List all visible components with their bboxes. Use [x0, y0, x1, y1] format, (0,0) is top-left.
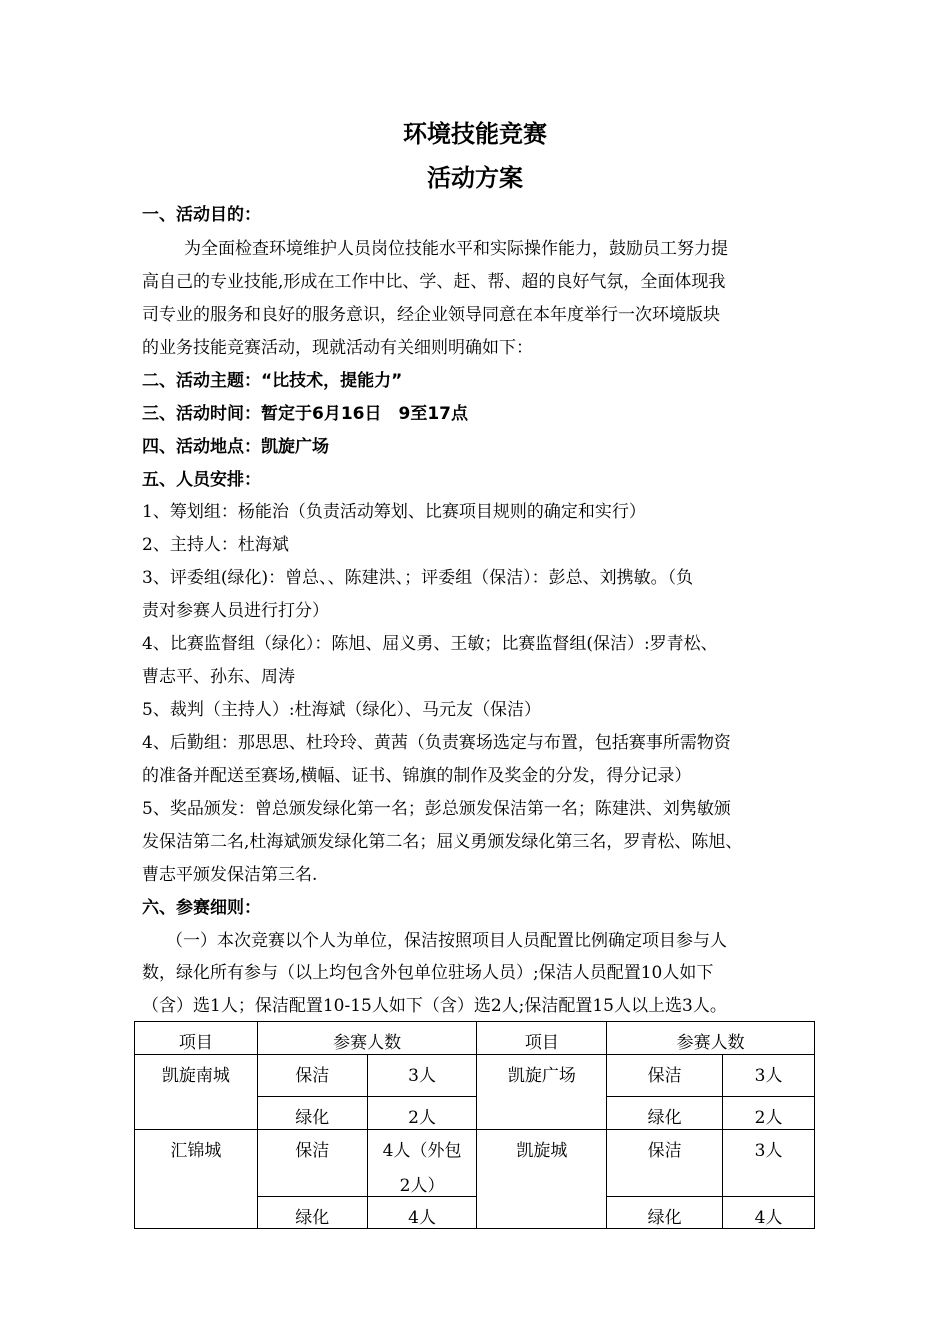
paragraph-line: 1、筹划组：杨能治（负责活动筹划、比赛项目规则的确定和实行） — [142, 502, 646, 522]
section-heading: 四、活动地点：凯旋广场 — [142, 437, 329, 457]
table-cell-count: 2人 — [723, 1097, 815, 1130]
table-cell-type: 绿化 — [257, 1197, 367, 1229]
paragraph-line: 责对参赛人员进行打分） — [142, 601, 329, 621]
table-cell-count: 3人 — [723, 1130, 815, 1197]
table-header-row — [135, 1022, 815, 1055]
section-heading: 一、活动目的： — [142, 205, 261, 225]
table-cell-type: 保洁 — [607, 1055, 723, 1097]
paragraph-line: 的准备并配送至赛场,横幅、证书、锦旗的制作及奖金的分发，得分记录） — [142, 766, 692, 786]
table-header-cell: 参赛人数 — [257, 1022, 477, 1055]
participant-table — [134, 1021, 815, 1229]
section-heading: 五、人员安排： — [142, 470, 261, 490]
table-header-cell: 项目 — [135, 1022, 258, 1055]
paragraph-line: 4、比赛监督组（绿化）：陈旭、屈义勇、王敏；比赛监督组(保洁）:罗青松、 — [142, 634, 718, 654]
paragraph-line: 曹志平、孙东、周涛 — [142, 667, 295, 687]
paragraph-line: （一）本次竞赛以个人为单位，保洁按照项目人员配置比例确定项目参与人 — [166, 931, 727, 951]
paragraph-line: 曹志平颁发保洁第三名. — [142, 865, 318, 885]
document-subtitle: 活动方案 — [427, 164, 523, 192]
table-cell-type: 保洁 — [257, 1055, 367, 1097]
paragraph-line: 高自己的专业技能,形成在工作中比、学、赶、帮、超的良好气氛，全面体现我 — [142, 272, 726, 292]
table-header-cell: 项目 — [477, 1022, 607, 1055]
count-line: 2人） — [399, 1176, 445, 1196]
table-cell-count: 2人 — [367, 1097, 477, 1130]
table-cell-count: 3人 — [723, 1055, 815, 1097]
paragraph-line: 2、主持人：杜海斌 — [142, 535, 289, 555]
paragraph-line: 为全面检查环境维护人员岗位技能水平和实际操作能力，鼓励员工努力提 — [184, 239, 728, 259]
section-heading: 六、参赛细则： — [142, 898, 261, 918]
table-cell-project: 汇锦城 — [135, 1130, 258, 1229]
paragraph-line: 司专业的服务和良好的服务意识，经企业领导同意在本年度举行一次环境版块 — [142, 305, 720, 325]
table-cell-project: 凯旋城 — [477, 1130, 607, 1229]
table-cell-type: 保洁 — [257, 1130, 367, 1197]
table-cell-type: 保洁 — [607, 1130, 723, 1197]
paragraph-line: 3、评委组(绿化)：曾总、、陈建洪、；评委组（保洁）：彭总、刘携敏。（负 — [142, 568, 694, 588]
table-cell-type: 绿化 — [257, 1097, 367, 1130]
table-cell-count — [367, 1130, 477, 1197]
table-header-cell: 参赛人数 — [607, 1022, 815, 1055]
paragraph-line: 5、裁判（主持人）:杜海斌（绿化）、马元友（保洁） — [142, 700, 542, 720]
table-cell-project: 凯旋广场 — [477, 1055, 607, 1130]
table-cell-type: 绿化 — [607, 1197, 723, 1229]
table-cell-count: 3人 — [367, 1055, 477, 1097]
table-row — [135, 1130, 815, 1197]
paragraph-line: 的业务技能竞赛活动，现就活动有关细则明确如下： — [142, 338, 533, 358]
section-heading: 三、活动时间：暂定于6月16日 9至17点 — [142, 404, 468, 424]
document-title: 环境技能竞赛 — [403, 120, 547, 148]
table-row — [135, 1055, 815, 1097]
table-cell-project: 凯旋南城 — [135, 1055, 258, 1130]
paragraph-line: 5、奖品颁发：曾总颁发绿化第一名；彭总颁发保洁第一名；陈建洪、刘隽敏颁 — [142, 799, 731, 819]
count-line: 4人（外包 — [382, 1141, 462, 1161]
paragraph-line: 数，绿化所有参与（以上均包含外包单位驻场人员）;保洁人员配置10人如下 — [142, 963, 714, 983]
paragraph-line: 发保洁第二名,杜海斌颁发绿化第二名；屈义勇颁发绿化第三名，罗青松、陈旭、 — [142, 832, 743, 852]
table-cell-type: 绿化 — [607, 1097, 723, 1130]
section-heading: 二、活动主题：“比技术，提能力” — [142, 371, 403, 391]
paragraph-line: 4、后勤组：那思思、杜玲玲、黄茜（负责赛场选定与布置，包括赛事所需物资 — [142, 733, 731, 753]
table-cell-count: 4人 — [723, 1197, 815, 1229]
paragraph-line: （含）选1人；保洁配置10-15人如下（含）选2人;保洁配置15人以上选3人。 — [142, 996, 727, 1016]
table-cell-count: 4人 — [367, 1197, 477, 1229]
